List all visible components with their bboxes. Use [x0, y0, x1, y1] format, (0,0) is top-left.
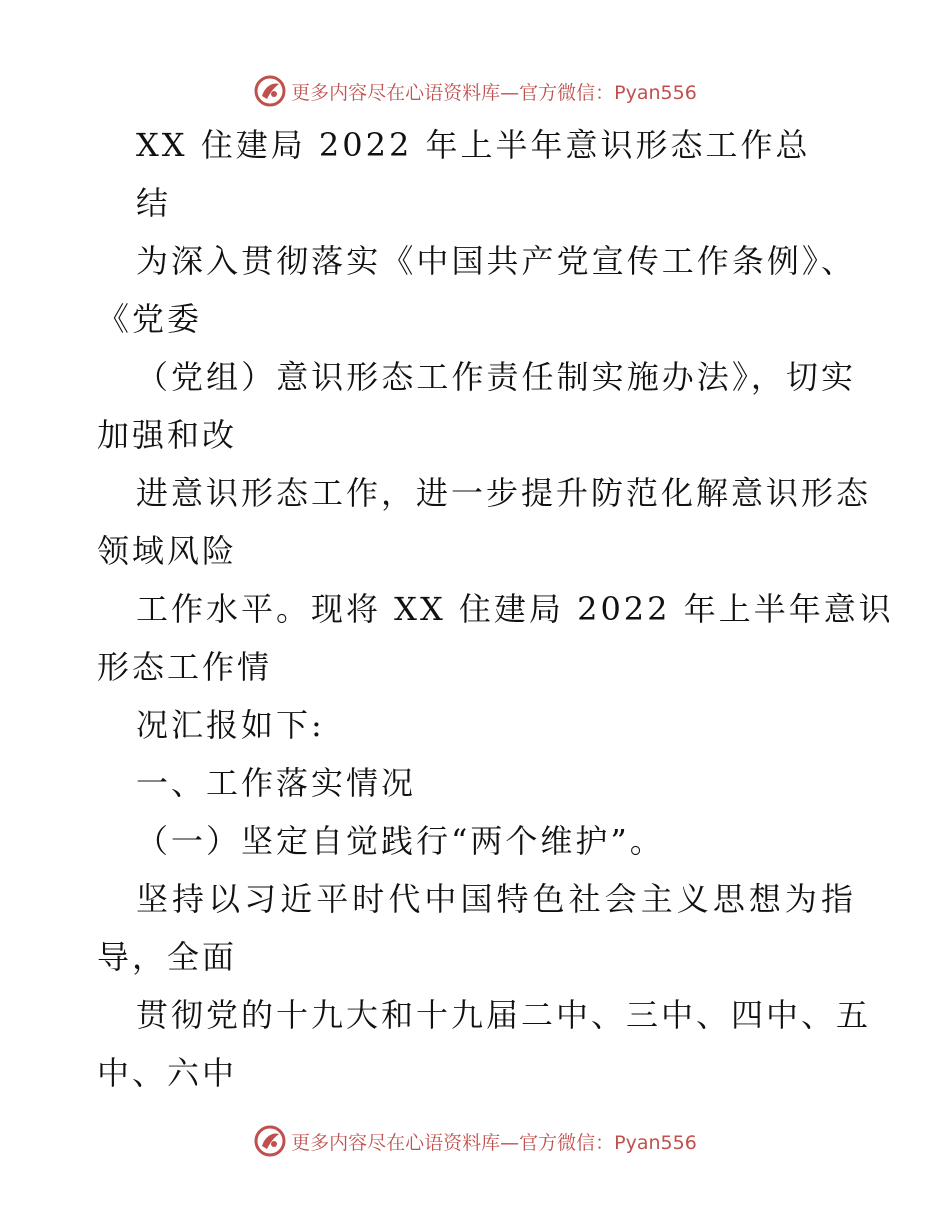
banner-text: 更多内容尽在心语资料库—官方微信：Pyan556	[291, 1131, 697, 1154]
paragraph-line: 进意识形态工作，进一步提升防范化解意识形态	[136, 474, 872, 512]
paragraph-line: （党组）意识形态工作责任制实施办法》，切实	[136, 358, 856, 396]
paragraph-line: 加强和改	[97, 416, 238, 454]
paragraph-line: 形态工作情	[97, 648, 273, 686]
paragraph-line: 贯彻党的十九大和十九届二中、三中、四中、五	[136, 996, 872, 1034]
paragraph-line: 工作水平。现将 XX 住建局 2022 年上半年意识	[136, 590, 894, 628]
banner-text: 更多内容尽在心语资料库—官方微信：Pyan556	[291, 81, 697, 104]
paragraph-line: 领域风险	[97, 532, 238, 570]
header-banner	[0, 71, 950, 111]
document-title-line-1: XX 住建局 2022 年上半年意识形态工作总	[136, 126, 811, 164]
paragraph-line: 为深入贯彻落实《中国共产党宣传工作条例》、	[136, 242, 856, 280]
section-heading: 一、工作落实情况	[136, 764, 417, 802]
paragraph-line: 《党委	[97, 300, 203, 338]
red-seal-logo-icon	[253, 1124, 287, 1158]
paragraph-line: 况汇报如下:	[136, 706, 325, 744]
paragraph-line: 坚持以习近平时代中国特色社会主义思想为指	[136, 880, 856, 918]
red-seal-logo-icon	[253, 74, 287, 108]
footer-banner	[0, 1121, 950, 1161]
subsection-heading: （一）坚定自觉践行“两个维护”。	[136, 822, 665, 860]
paragraph-line: 导，全面	[97, 938, 238, 976]
document-title-line-2: 结	[136, 184, 172, 222]
paragraph-line: 中、六中	[97, 1054, 238, 1092]
